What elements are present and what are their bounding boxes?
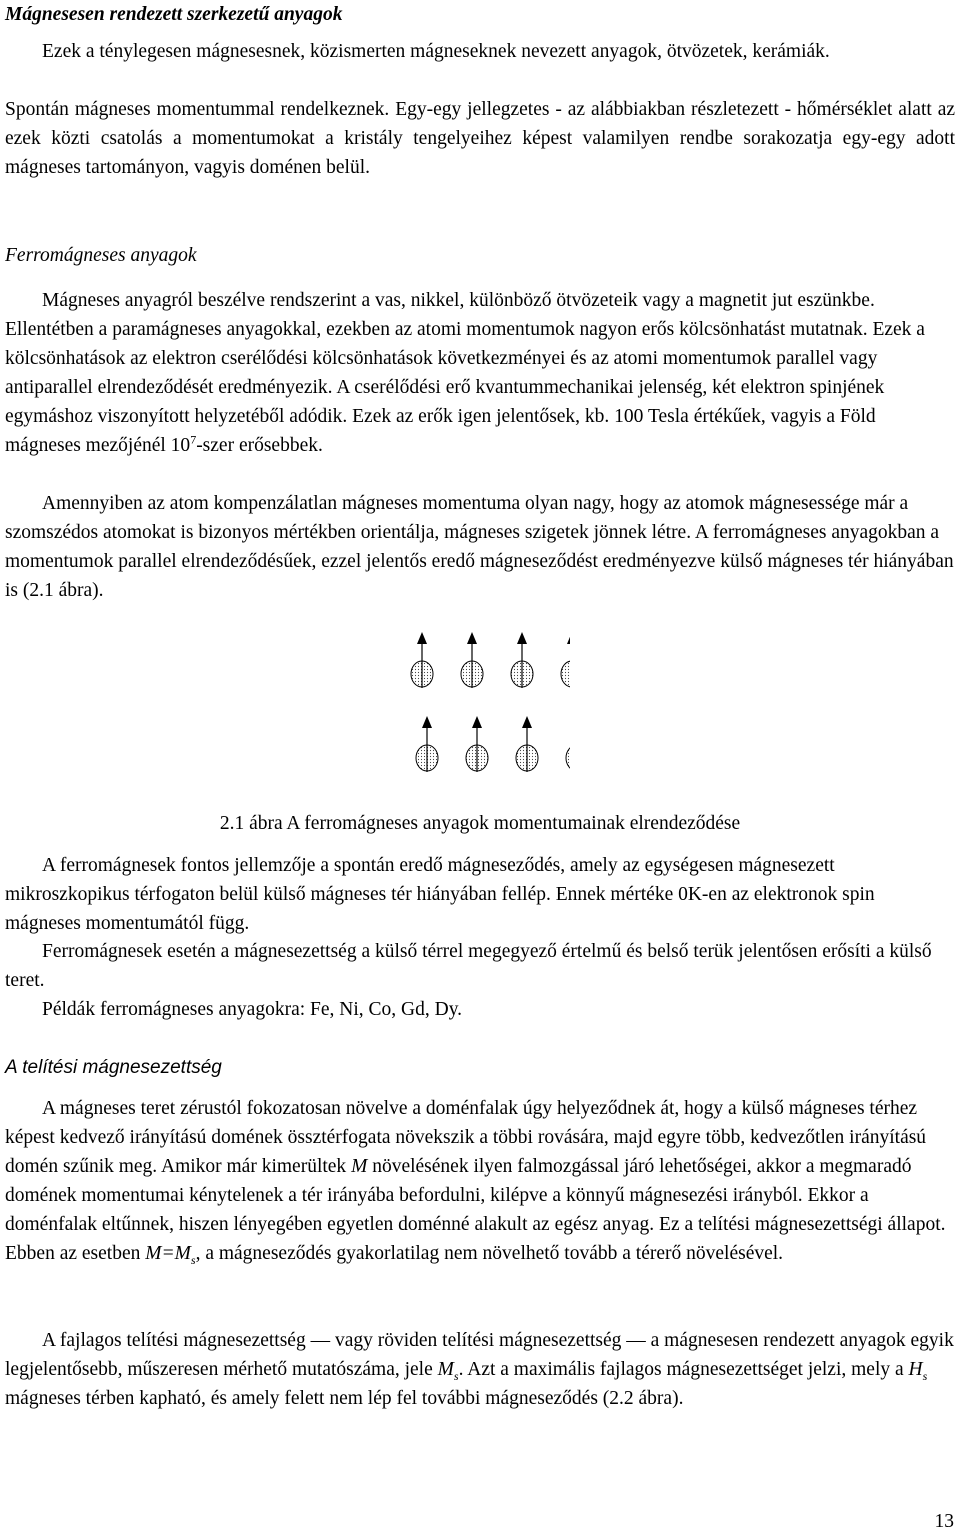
equation-M-Ms: $M=M_s$ [145,1243,196,1267]
magnetic-moment-cell [466,716,488,772]
ferro-paragraph-5: Példák ferromágneses anyagokra: Fe, Ni, Co, Gd, Dy. [42,999,463,1020]
symbol-Hs: $H_s$ [908,1359,928,1383]
magnetic-moment-cell [461,632,483,688]
ferro-paragraph-4: Ferromágnesek esetén a mágnesezettség a külső térrel megegyező értelmű és belső terük jelentősen erősíti a külső teret. [5,941,932,991]
moment-arrow-head-icon [422,716,432,728]
moment-arrow-head-icon [517,632,527,644]
magnetic-moment-cell [416,716,438,772]
saturation-paragraph-1: A mágneses teret zérustól fokozatosan növelve a doménfalak úgy helyeződnek át, hogy a külső mágneses térhez képest kedvező irányítású domének össztérfogata növekszik a többi rovására, majd egyre több, kedvezőtlen irányítású domén szűnik meg. Amikor már kimerültek M növelésének ilyen falmozgással járó lehetőségei, akkor a megmaradó domének momentumai kénytelenek a tér irányába befordulni, kilépve a könnyű mágnesezési irányból. Ekkor a doménfalak eltűnnek, hiszen lényegében egyetlen doménné alakult az egész anyag. Ez a telítési mágnesezettségi állapot. Ebben az esetben $M=M_s$, a mágneseződés gyakorlatilag nem növelhető tovább a térerő növelésével. [5,1098,946,1267]
ferro-paragraph-1: Mágneses anyagról beszélve rendszerint a vas, nikkel, különböző ötvözeteik vagy a magnetit jut eszünkbe. Ellentétben a paramágneses anyagokkal, ezekben az atomi momentumok nagyon erős kölcsönhatást mutatnak. Ezek a kölcsönhatások az elektron cserélődési kölcsönhatások következményei és az atomi momentumok parallel vagy antiparallel elrendeződését eredményezik. A cserélődési erő kvantummechanikai jelenség, két elektron spinjének egymáshoz viszonyított helyzetéből adódik. Ezek az erők igen jelentősek, kb. 100 Tesla értékűek, vagyis a Föld mágneses mezőjénél $10^7$-szer erősebbek. [5,290,925,456]
moment-arrow-head-icon [417,632,427,644]
saturation-paragraph-2: A fajlagos telítési mágnesezettség — vagy röviden telítési mágnesezettség — a mágnesesen rendezett anyagok egyik legjelentősebb, műszeresen mérhető mutatószáma, jele $M_s$. Azt a maximális fajlagos mágnesezettséget jelzi, mely a $H_s$ mágneses térben kapható, és amely felett nem lép fel további mágneseződés (2.2 ábra). [5,1330,954,1409]
atom-circle-icon [561,661,570,687]
figure-caption: 2.1 ábra A ferromágneses anyagok momentumainak elrendeződése [219,812,741,834]
magnetic-moment-cell [561,632,570,688]
figure-moment-arrangement [390,632,570,778]
symbol-Ms: $M_s$ [437,1359,459,1383]
ferro-paragraph-3: A ferromágnesek fontos jellemzője a spontán eredő mágneseződés, amely az egységesen mágnesezett mikroszkopikus térfogaton belül külső mágneses tér hiányában fellép. Ennek mértéke 0K-en az elektronok spin mágneses momentumától függ. [5,855,875,934]
moment-arrow-head-icon [467,632,477,644]
moment-arrow-head-icon [522,716,532,728]
magnetic-moment-cell [516,716,538,772]
symbol-M: M [351,1156,368,1177]
page-number: 13 [934,1511,954,1532]
magnetic-moment-cell [411,632,433,688]
magnetic-moment-cell [511,632,533,688]
moment-arrow-head-icon [472,716,482,728]
magnetic-moment-cell [566,716,570,772]
heading-ordered-materials: Mágnesesen rendezett szerkezetű anyagok [5,4,343,25]
heading-saturation: A telítési mágnesezettség [5,1057,222,1078]
ferro-paragraph-2: Amennyiben az atom kompenzálatlan mágneses momentuma olyan nagy, hogy az atomok mágnesessége már a szomszédos atomokat is bizonyos mértékben orientálja, mágneses szigetek jönnek létre. A ferromágneses anyagokban a momentumok parallel elrendeződésűek, ezzel jelentős eredő mágneseződést eredményezve külső mágneses tér hiányában is (2.1 ábra). [5,493,954,601]
moment-arrow-head-icon [567,632,570,644]
heading-ferromagnetic: Ferromágneses anyagok [5,245,197,266]
intro-paragraph-1: Ezek a ténylegesen mágnesesnek, közismerten mágneseknek nevezett anyagok, ötvözetek, kerámiák. [42,41,830,62]
exponent: 7 [190,432,197,447]
intro-paragraph-2: Spontán mágneses momentummal rendelkeznek. Egy-egy jellegzetes - az alábbiakban részletezett - hőmérséklet alatt az ezek közti csatolás a momentumokat a kristály tengelyeihez képest valamilyen rendbe sorakozatja egy-egy adott mágneses tartományon, vagyis doménen belül. [5,99,955,178]
atom-circle-icon [566,745,570,771]
